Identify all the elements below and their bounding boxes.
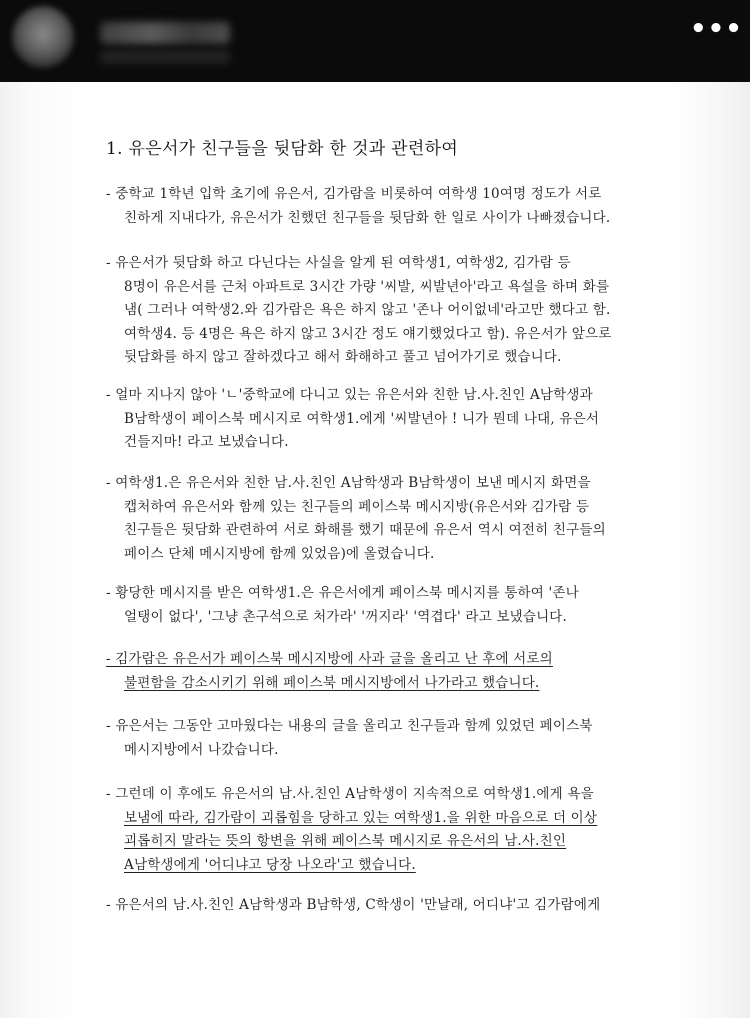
paragraph-9 (106, 894, 646, 918)
document-image (0, 82, 750, 1018)
post-header (0, 0, 750, 82)
paragraph-5 (106, 582, 646, 629)
paragraph-line: 보냄에 따라, 김가람이 괴롭힘을 당하고 있는 여학생1.을 위한 마음으로 더 이상 (124, 809, 598, 826)
paragraph-line: 메시지방에서 나갔습니다. (124, 741, 279, 758)
paragraph-line: 괴롭히지 말라는 뜻의 항변을 위해 페이스북 메시지로 유은서의 남.사.친인 (124, 833, 567, 849)
paragraph-line: 친하게 지내다가, 유은서가 친했던 친구들을 뒷담화 한 일로 사이가 나빠졌습니다. (124, 209, 611, 226)
paragraph-line: 친구들은 뒷담화 관련하여 서로 화해를 했기 때문에 유은서 역시 여전히 친구들의 (124, 522, 606, 538)
paragraph-4 (106, 472, 646, 566)
paragraph-line: - 황당한 메시지를 받은 여학생1.은 유은서에게 페이스북 메시지를 통하여 '존나 (106, 585, 579, 601)
avatar[interactable] (12, 6, 74, 68)
paragraph-line: 뒷담화를 하지 않고 잘하겠다고 해서 화해하고 풀고 넘어가기로 했습니다. (124, 349, 562, 365)
more-horizontal-icon[interactable]: ••• (690, 14, 743, 44)
paragraph-line: 얼탱이 없다', '그냥 촌구석으로 처가라' '꺼지라' '역겹다' 라고 보냈습니다. (124, 608, 568, 625)
blurred-subtitle (100, 50, 230, 64)
paragraph-line: - 여학생1.은 유은서와 친한 남.사.친인 A남학생과 B남학생이 보낸 메시지 화면을 (106, 475, 591, 491)
paragraph-7 (106, 715, 646, 762)
paragraph-line: 여학생4. 등 4명은 욕은 하지 않고 3시간 정도 얘기했었다고 함). 유은서가 앞으로 (124, 325, 612, 342)
paragraph-line: - 유은서의 남.사.친인 A남학생과 B남학생, C학생이 '만날래, 어디냐'고 김가람에게 (106, 897, 601, 913)
paragraph-line: - 얼마 지나지 않아 'ㄴ'중학교에 다니고 있는 유은서와 친한 남.사.친인 A남학생과 (106, 387, 593, 403)
paragraph-line: 페이스 단체 메시지방에 함께 있었음)에 올렸습니다. (124, 545, 435, 562)
paragraph-line: 캡처하여 유은서와 함께 있는 친구들의 페이스북 메시지방(유은서와 김가람 등 (124, 498, 590, 515)
paragraph-8 (106, 783, 646, 877)
paragraph-line: B남학생이 페이스북 메시지로 여학생1.에게 '씨발년아 ! 니가 뭔데 나대, 유은서 (124, 410, 600, 427)
paragraph-line: A남학생에게 '어디냐고 당장 나오라'고 했습니다. (124, 856, 416, 873)
paragraph-3 (106, 384, 646, 455)
paragraph-line: 냄( 그러나 여학생2.와 김가람은 욕은 하지 않고 '존나 어이없네'라고만 했다고 함. (124, 302, 611, 318)
document-heading: 1. 유은서가 친구들을 뒷담화 한 것과 관련하여 (106, 139, 459, 159)
paragraph-line: - 유은서가 뒷담화 하고 다닌다는 사실을 알게 된 여학생1, 여학생2, 김가람 등 (106, 255, 571, 271)
paragraph-line: - 유은서는 그동안 고마웠다는 내용의 글을 올리고 친구들과 함께 있었던 페이스북 (106, 718, 593, 734)
blurred-username[interactable] (100, 22, 230, 44)
paragraph-line: - 김가람은 유은서가 페이스북 메시지방에 사과 글을 올리고 난 후에 서로의 (106, 651, 553, 667)
paragraph-line: 불편함을 감소시키기 위해 페이스북 메시지방에서 나가라고 했습니다. (124, 674, 540, 691)
paragraph-line: 8명이 유은서를 근처 아파트로 3시간 가량 '씨발, 씨발년아'라고 욕설을 하며 화를 (124, 278, 610, 295)
paragraph-line: 건들지마! 라고 보냈습니다. (124, 434, 289, 450)
paragraph-6 (106, 648, 646, 695)
paragraph-line: - 중학교 1학년 입학 초기에 유은서, 김가람을 비롯하여 여학생 10여명 정도가 서로 (106, 186, 602, 202)
paragraph-2 (106, 252, 646, 370)
paragraph-1 (106, 183, 646, 230)
paragraph-line: - 그런데 이 후에도 유은서의 남.사.친인 A남학생이 지속적으로 여학생1.에게 욕을 (106, 786, 594, 802)
